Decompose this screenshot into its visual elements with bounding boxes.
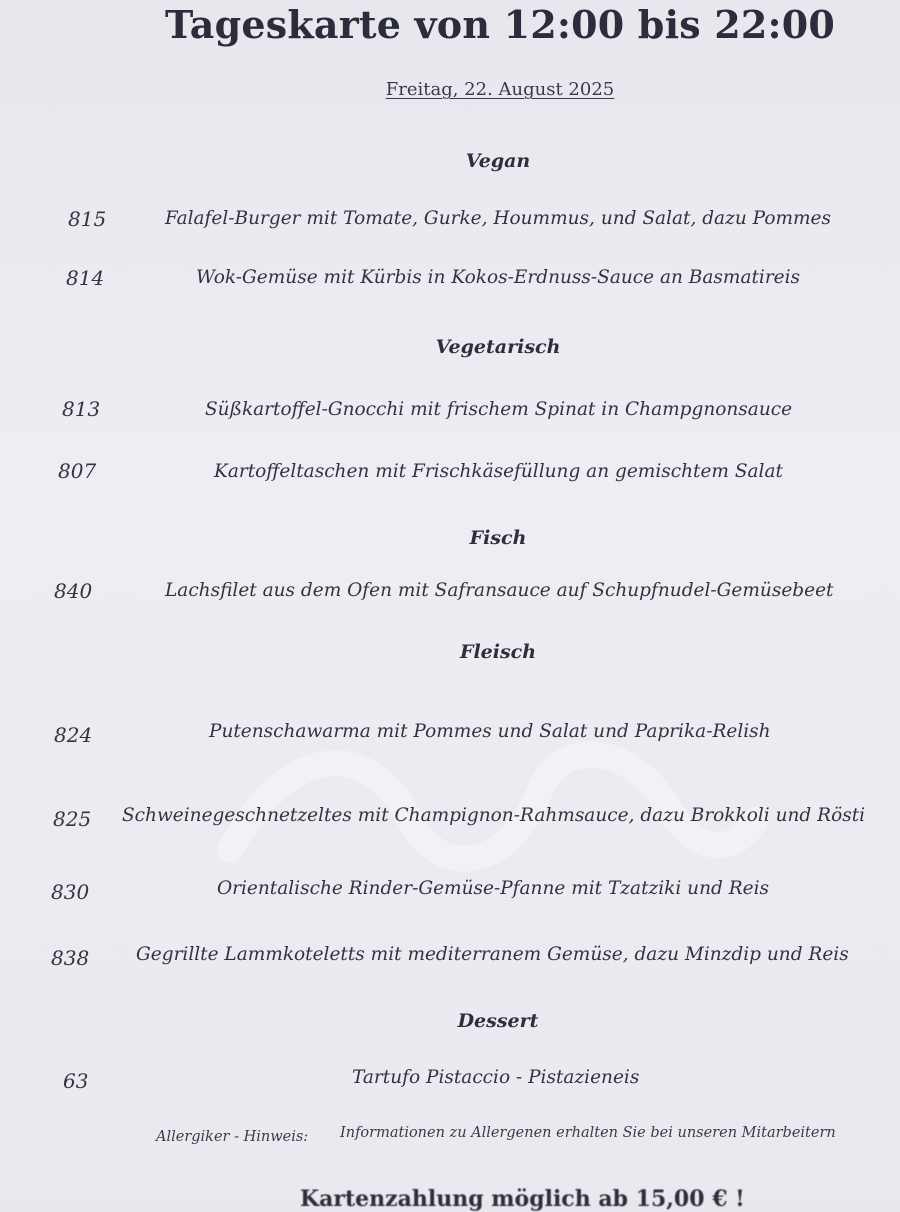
dish-number: 840 bbox=[54, 579, 93, 603]
dish-number: 830 bbox=[51, 880, 90, 904]
page-title: Tageskarte von 12:00 bis 22:00 bbox=[164, 2, 836, 47]
allergy-label: Allergiker - Hinweis: bbox=[156, 1129, 309, 1145]
allergy-text: Informationen zu Allergenen erhalten Sie bei unseren Mitarbeitern bbox=[340, 1125, 836, 1141]
dish-name: Süßkartoffel-Gnocchi mit frischem Spinat in Champgnonsauce bbox=[205, 399, 793, 420]
dish-name: Lachsfilet aus dem Ofen mit Safransauce auf Schupfnudel-Gemüsebeet bbox=[165, 580, 834, 601]
dish-number: 814 bbox=[66, 266, 105, 290]
dish-name: Orientalische Rinder-Gemüse-Pfanne mit Tzatziki und Reis bbox=[217, 878, 770, 899]
dish-name: Tartufo Pistaccio - Pistazieneis bbox=[352, 1067, 640, 1088]
menu-date bbox=[0, 79, 900, 100]
dish-name: Kartoffeltaschen mit Frischkäsefüllung an gemischtem Salat bbox=[214, 461, 783, 482]
dish-name: Gegrillte Lammkoteletts mit mediterranem Gemüse, dazu Minzdip und Reis bbox=[136, 944, 849, 965]
dish-name: Schweinegeschnetzeltes mit Champignon-Rahmsauce, dazu Brokkoli und Rösti bbox=[122, 805, 866, 826]
dish-number: 824 bbox=[54, 723, 93, 747]
section-heading-fleisch: Fleisch bbox=[459, 641, 537, 663]
menu-date-text: Freitag, 22. August 2025 bbox=[385, 79, 615, 100]
dish-number: 838 bbox=[51, 946, 90, 970]
dish-number: 63 bbox=[63, 1069, 89, 1093]
section-heading-fisch: Fisch bbox=[469, 527, 527, 549]
section-heading-vegetarisch: Vegetarisch bbox=[435, 336, 561, 358]
dish-name: Putenschawarma mit Pommes und Salat und Paprika-Relish bbox=[209, 721, 771, 742]
section-heading-vegan: Vegan bbox=[465, 150, 531, 172]
dish-number: 815 bbox=[68, 207, 107, 231]
dish-name: Wok-Gemüse mit Kürbis in Kokos-Erdnuss-Sauce an Basmatireis bbox=[196, 267, 801, 288]
dish-number: 813 bbox=[62, 397, 101, 421]
dish-number: 807 bbox=[58, 459, 97, 483]
dish-number: 825 bbox=[53, 807, 92, 831]
section-heading-dessert: Dessert bbox=[457, 1010, 539, 1032]
dish-name: Falafel-Burger mit Tomate, Gurke, Hoummus, und Salat, dazu Pommes bbox=[165, 208, 831, 229]
payment-note: Kartenzahlung möglich ab 15,00 € ! bbox=[300, 1186, 745, 1212]
